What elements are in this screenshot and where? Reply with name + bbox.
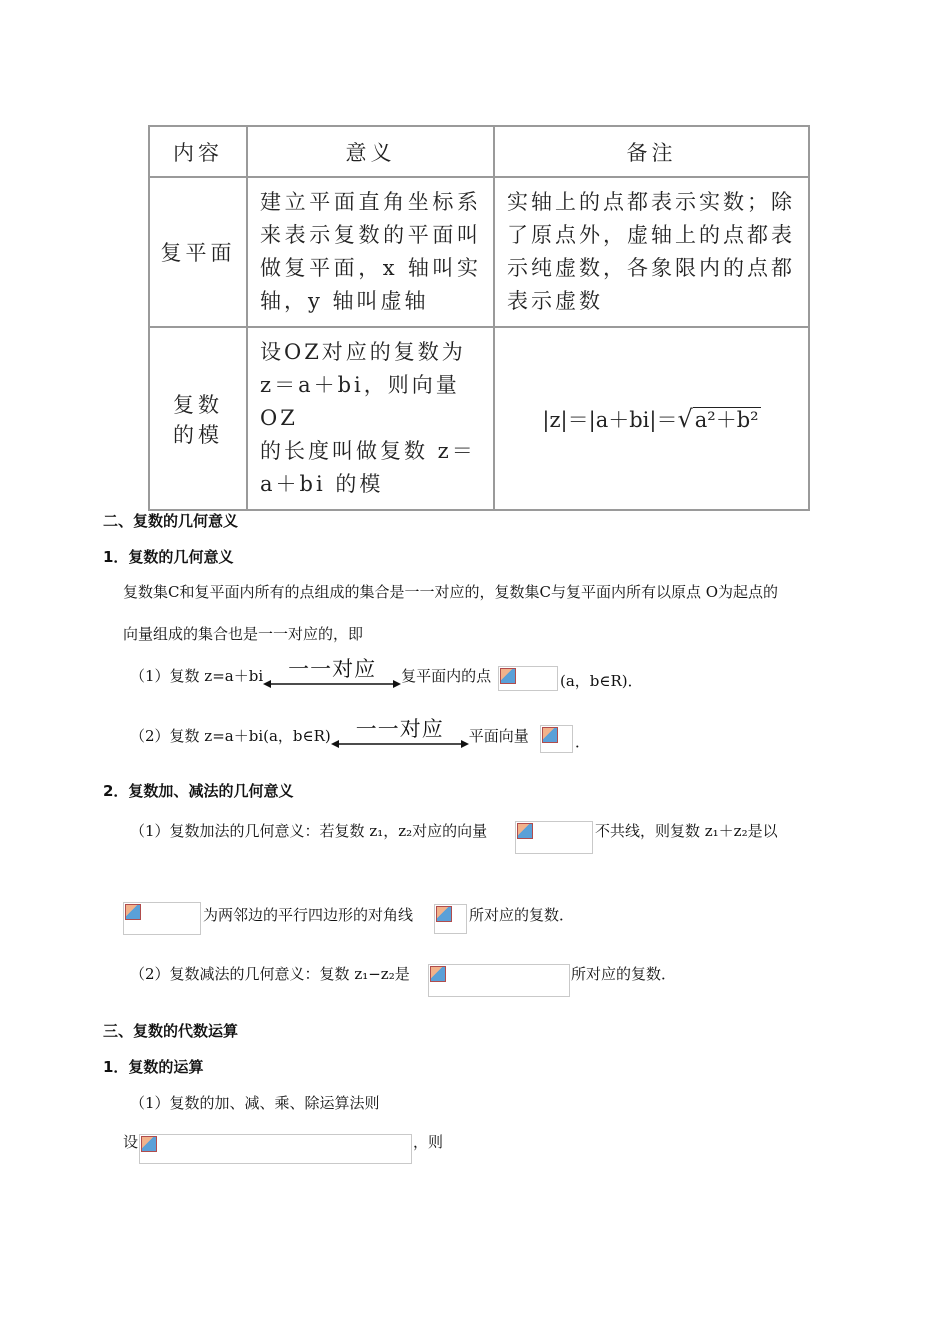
row-complex-plane-meaning: 建立平面直角坐标系来表示复数的平面叫做复平面，x 轴叫实轴，y 轴叫虚轴 <box>260 190 481 313</box>
broken-image-definition <box>139 1134 412 1164</box>
section-3-sub1: 1．复数的运算 <box>103 1058 204 1076</box>
row-modulus-name-l1: 复数 <box>173 392 223 417</box>
item-1-post: (a，b∈R)． <box>560 672 643 690</box>
section-3-title: 三、复数的代数运算 <box>103 1022 239 1040</box>
one-to-one-arrow <box>331 719 469 751</box>
header-content: 内容 <box>149 126 247 177</box>
table-header-row <box>149 126 809 177</box>
set-post: ，则 <box>413 1133 444 1151</box>
meaning-line: a＋bi 的模 <box>260 472 384 496</box>
broken-image-icon <box>517 823 533 839</box>
header-meaning: 意义 <box>247 126 494 177</box>
broken-image-point <box>498 666 558 691</box>
para-line-1: 复数集C和复平面内所有的点组成的集合是一一对应的，复数集C与复平面内所有以原点 O为起点的 <box>123 583 779 601</box>
table-row <box>149 177 809 327</box>
broken-image-diagonal <box>434 904 467 934</box>
item-1-mid: 复平面内的点 <box>401 666 492 685</box>
sub-pre: （2）复数减法的几何意义：复数 z₁−z₂是 <box>130 965 410 983</box>
meaning-line: 设OZ对应的复数为 <box>260 340 466 364</box>
broken-image-icon <box>436 906 452 922</box>
broken-image-difference <box>428 964 570 997</box>
concept-table <box>148 125 810 511</box>
broken-image-icon <box>125 904 141 920</box>
row-complex-plane-note: 实轴上的点都表示实数；除了原点外，虚轴上的点都表示纯虚数，各象限内的点都表示虚数 <box>507 190 795 313</box>
broken-image-icon <box>542 727 558 743</box>
broken-image-icon <box>141 1136 157 1152</box>
item-2-post: ． <box>575 733 591 751</box>
row-modulus-meaning <box>248 328 493 509</box>
section-3-item1: （1）复数的加、减、乘、除运算法则 <box>130 1094 380 1112</box>
broken-image-vector <box>540 725 573 753</box>
broken-image-sides <box>123 902 201 935</box>
arrow-label: 一一对应 <box>288 657 377 681</box>
section-2-title: 二、复数的几何意义 <box>103 512 239 530</box>
header-note: 备注 <box>494 126 809 177</box>
table-row <box>149 327 809 510</box>
sub-post: 所对应的复数． <box>571 965 677 983</box>
add-pre: （1）复数加法的几何意义：若复数 z₁，z₂对应的向量 <box>130 822 488 840</box>
double-arrow-icon <box>331 739 469 749</box>
sqrt-symbol: √ <box>677 404 693 433</box>
para-line-2: 向量组成的集合也是一一对应的，即 <box>123 625 364 643</box>
row-modulus-name <box>149 327 247 510</box>
add-l2-post: 所对应的复数． <box>469 906 575 924</box>
broken-image-icon <box>500 668 516 684</box>
sqrt-radicand: a²＋b² <box>694 407 759 432</box>
item-2-pre: （2）复数 z=a＋bi(a，b∈R) <box>130 726 331 745</box>
row-modulus-name-l2: 的模 <box>173 422 223 447</box>
one-to-one-arrow <box>263 659 401 691</box>
formula-left: |z|＝|a＋bi|＝ <box>542 407 678 432</box>
item-1-pre: （1）复数 z=a＋bi <box>130 666 264 685</box>
set-pre: 设 <box>123 1133 139 1151</box>
double-arrow-icon <box>263 679 401 689</box>
meaning-line: 的长度叫做复数 z＝ <box>260 439 476 463</box>
add-post: 不共线，则复数 z₁＋z₂是以 <box>595 822 778 840</box>
row-complex-plane-name: 复平面 <box>149 177 247 327</box>
broken-image-icon <box>430 966 446 982</box>
meaning-line: z＝a＋bi，则向量OZ <box>260 373 460 430</box>
section-2-sub1: 1．复数的几何意义 <box>103 548 234 566</box>
modulus-formula <box>542 404 760 433</box>
item-1-line <box>130 655 491 695</box>
arrow-label: 一一对应 <box>355 717 444 741</box>
item-2-line <box>130 715 529 755</box>
broken-image-vectors <box>515 821 593 854</box>
section-2-sub2: 2．复数加、减法的几何意义 <box>103 782 294 800</box>
add-l2-mid: 为两邻边的平行四边形的对角线 <box>203 906 414 924</box>
item-2-mid: 平面向量 <box>468 726 529 745</box>
